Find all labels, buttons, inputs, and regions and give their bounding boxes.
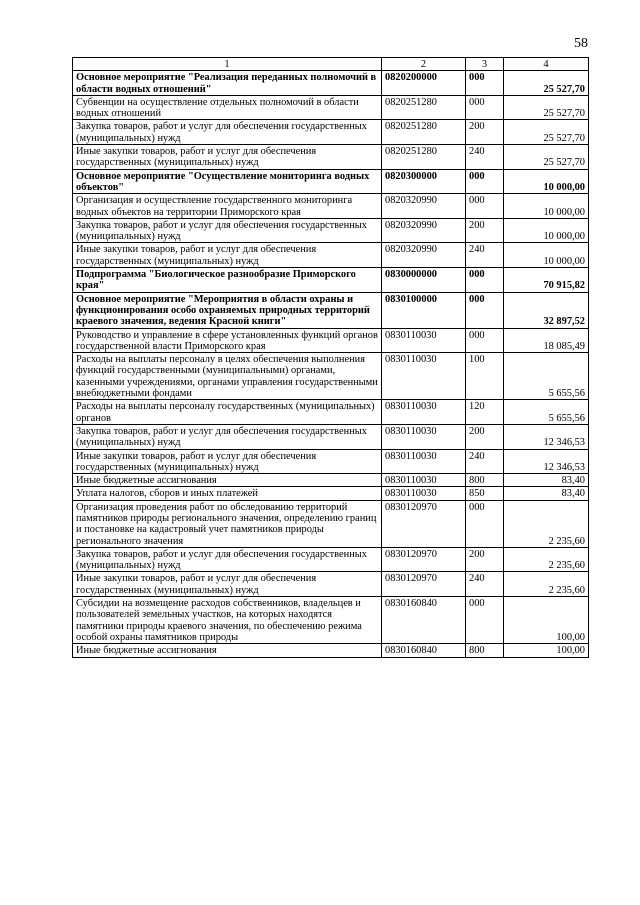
table-row [73,644,589,657]
row-amount-cell: 100,00 [504,597,589,644]
table-row [73,292,589,328]
row-type-cell: 850 [466,487,504,500]
row-amount-cell: 83,40 [504,474,589,487]
row-type-cell: 240 [466,572,504,597]
table-row [73,243,589,268]
page-number: 58 [574,36,588,51]
row-code-cell: 0830160840 [382,644,466,657]
row-type-cell: 200 [466,218,504,243]
row-type-cell: 000 [466,71,504,96]
table-row [73,169,589,194]
table-row [73,400,589,425]
row-code-cell: 0830110030 [382,353,466,400]
row-name-cell: Закупка товаров, работ и услуг для обеспечения государственных (муниципальных) нужд [73,547,382,572]
table-row [73,145,589,170]
row-amount-cell: 83,40 [504,487,589,500]
table-row [73,71,589,96]
row-amount-cell: 25 527,70 [504,145,589,170]
row-code-cell: 0830110030 [382,487,466,500]
row-code-cell: 0830000000 [382,268,466,293]
row-code-cell: 0830110030 [382,424,466,449]
row-code-cell: 0830160840 [382,597,466,644]
row-type-cell: 000 [466,500,504,547]
row-type-cell: 200 [466,547,504,572]
table-row [73,218,589,243]
row-code-cell: 0830120970 [382,500,466,547]
table-row [73,597,589,644]
row-name-cell: Уплата налогов, сборов и иных платежей [73,487,382,500]
row-name-cell: Закупка товаров, работ и услуг для обеспечения государственных (муниципальных) нужд [73,218,382,243]
table-row [73,353,589,400]
row-type-cell: 100 [466,353,504,400]
row-amount-cell: 25 527,70 [504,95,589,120]
table-row [73,120,589,145]
header-col-4: 4 [504,58,589,71]
row-amount-cell: 10 000,00 [504,218,589,243]
table-row [73,572,589,597]
row-amount-cell: 18 085,49 [504,328,589,353]
row-amount-cell: 25 527,70 [504,71,589,96]
row-amount-cell: 2 235,60 [504,547,589,572]
row-name-cell: Субсидии на возмещение расходов собственников, владельцев и пользователей земельных участков, на которых находятся памятники природы краевого значения, по обеспечению режима особой охраны памятников природы [73,597,382,644]
row-type-cell: 800 [466,474,504,487]
row-code-cell: 0830100000 [382,292,466,328]
row-type-cell: 000 [466,95,504,120]
row-type-cell: 240 [466,145,504,170]
row-amount-cell: 5 655,56 [504,353,589,400]
row-code-cell: 0820320990 [382,218,466,243]
row-code-cell: 0820251280 [382,145,466,170]
row-amount-cell: 32 897,52 [504,292,589,328]
row-code-cell: 0830120970 [382,547,466,572]
row-amount-cell: 10 000,00 [504,169,589,194]
table-row [73,487,589,500]
row-code-cell: 0830110030 [382,449,466,474]
row-type-cell: 000 [466,328,504,353]
row-name-cell: Иные закупки товаров, работ и услуг для обеспечения государственных (муниципальных) нужд [73,243,382,268]
row-code-cell: 0820320990 [382,243,466,268]
row-code-cell: 0830110030 [382,474,466,487]
row-code-cell: 0820320990 [382,194,466,219]
row-code-cell: 0820200000 [382,71,466,96]
table-row [73,449,589,474]
row-amount-cell: 12 346,53 [504,424,589,449]
row-amount-cell: 100,00 [504,644,589,657]
row-name-cell: Расходы на выплаты персоналу государственных (муниципальных) органов [73,400,382,425]
budget-table [72,57,589,658]
table-row [73,500,589,547]
table-row [73,328,589,353]
row-code-cell: 0830120970 [382,572,466,597]
row-amount-cell: 70 915,82 [504,268,589,293]
header-col-1: 1 [73,58,382,71]
row-amount-cell: 25 527,70 [504,120,589,145]
table-header-row [73,58,589,71]
row-code-cell: 0820300000 [382,169,466,194]
row-name-cell: Расходы на выплаты персоналу в целях обеспечения выполнения функций государственными (муниципальными) органами, казенными учреждениями, органами управления государственными внебюджетными фондами [73,353,382,400]
row-code-cell: 0820251280 [382,95,466,120]
header-col-3: 3 [466,58,504,71]
row-code-cell: 0820251280 [382,120,466,145]
row-type-cell: 240 [466,243,504,268]
row-name-cell: Иные закупки товаров, работ и услуг для обеспечения государственных (муниципальных) нужд [73,572,382,597]
row-name-cell: Иные закупки товаров, работ и услуг для обеспечения государственных (муниципальных) нужд [73,449,382,474]
row-amount-cell: 5 655,56 [504,400,589,425]
table-row [73,424,589,449]
row-name-cell: Иные бюджетные ассигнования [73,644,382,657]
row-name-cell: Основное мероприятие "Реализация переданных полномочий в области водных отношений" [73,71,382,96]
row-name-cell: Закупка товаров, работ и услуг для обеспечения государственных (муниципальных) нужд [73,424,382,449]
row-name-cell: Иные бюджетные ассигнования [73,474,382,487]
row-amount-cell: 2 235,60 [504,572,589,597]
row-amount-cell: 10 000,00 [504,194,589,219]
row-type-cell: 000 [466,194,504,219]
row-name-cell: Организация и осуществление государственного мониторинга водных объектов на территории Приморского края [73,194,382,219]
row-name-cell: Закупка товаров, работ и услуг для обеспечения государственных (муниципальных) нужд [73,120,382,145]
row-name-cell: Основное мероприятие "Мероприятия в области охраны и функционирования особо охраняемых природных территорий краевого значения, ведения Красной книги" [73,292,382,328]
row-name-cell: Подпрограмма "Биологическое разнообразие Приморского края" [73,268,382,293]
row-name-cell: Руководство и управление в сфере установленных функций органов государственной власти Приморского края [73,328,382,353]
row-type-cell: 200 [466,120,504,145]
row-type-cell: 240 [466,449,504,474]
row-type-cell: 000 [466,597,504,644]
row-type-cell: 120 [466,400,504,425]
row-type-cell: 800 [466,644,504,657]
row-type-cell: 000 [466,169,504,194]
row-type-cell: 000 [466,292,504,328]
table-row [73,194,589,219]
row-amount-cell: 2 235,60 [504,500,589,547]
table-row [73,547,589,572]
table-row [73,268,589,293]
row-name-cell: Иные закупки товаров, работ и услуг для обеспечения государственных (муниципальных) нужд [73,145,382,170]
table-row [73,95,589,120]
row-amount-cell: 10 000,00 [504,243,589,268]
row-code-cell: 0830110030 [382,328,466,353]
row-code-cell: 0830110030 [382,400,466,425]
header-col-2: 2 [382,58,466,71]
row-type-cell: 000 [466,268,504,293]
row-name-cell: Организация проведения работ по обследованию территорий памятников природы регионального значения, определению границ и постановке на кадастровый учет памятников природы регионального значения [73,500,382,547]
table-row [73,474,589,487]
row-name-cell: Субвенции на осуществление отдельных полномочий в области водных отношений [73,95,382,120]
row-name-cell: Основное мероприятие "Осуществление мониторинга водных объектов" [73,169,382,194]
row-type-cell: 200 [466,424,504,449]
row-amount-cell: 12 346,53 [504,449,589,474]
